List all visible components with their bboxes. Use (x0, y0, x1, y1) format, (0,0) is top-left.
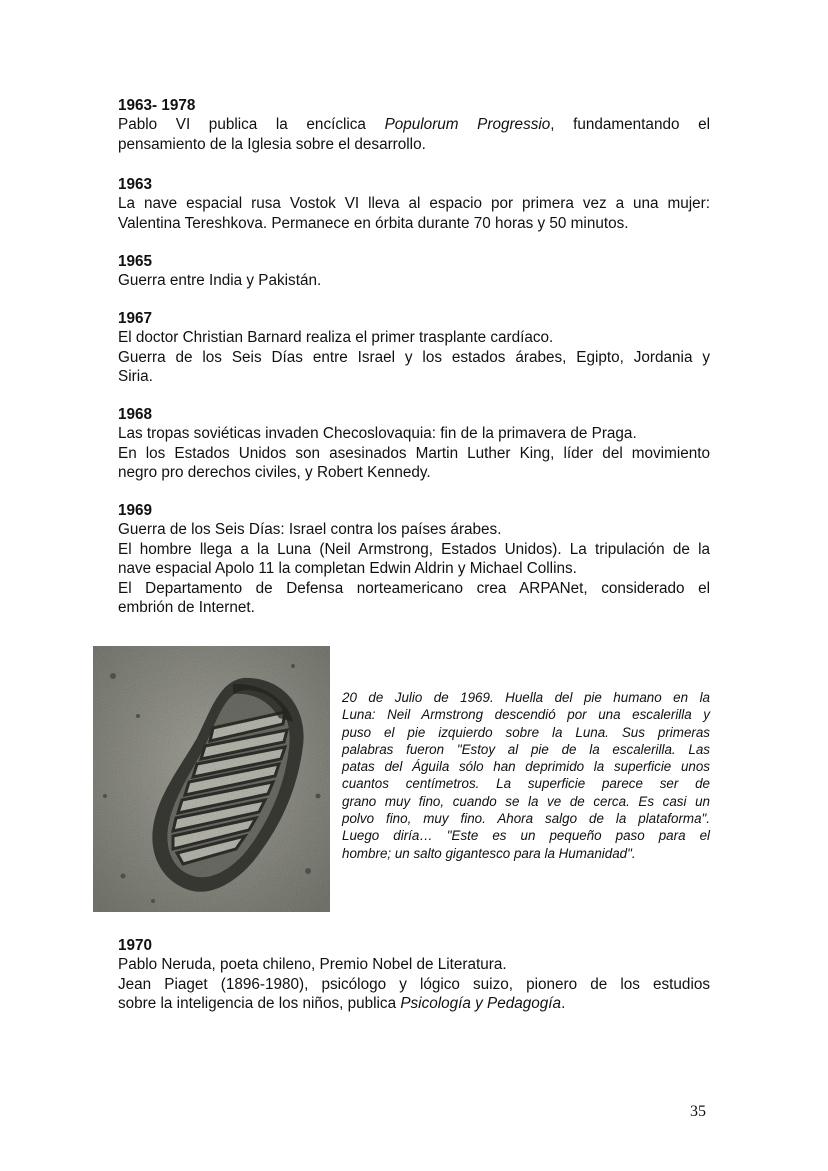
entry-year: 1967 (118, 310, 153, 327)
entry-text-line: embrión de Internet. (118, 599, 255, 617)
entry-text-line: Jean Piaget (1896-1980), psicólogo y lógico suizo, pionero de los estudios (118, 975, 710, 993)
caption-line: palabras fueron "Estoy al pie de la escalerilla. Las (342, 741, 710, 757)
moon-footprint-photo (93, 646, 330, 912)
entry-text-line: Pablo Neruda, poeta chileno, Premio Nobel de Literatura. (118, 956, 507, 974)
entry-text-line: Guerra de los Seis Días entre Israel y los estados árabes, Egipto, Jordania y (118, 348, 710, 366)
entry-year: 1963- 1978 (118, 97, 196, 114)
caption-line: cuantos centímetros. La superficie parece ser de (342, 776, 710, 792)
timeline-entry-1967 (118, 309, 710, 387)
timeline-entry-1969 (118, 501, 710, 617)
entry-text-line: La nave espacial rusa Vostok VI lleva al espacio por primera vez a una mujer: (118, 195, 710, 213)
entry-year: 1963 (118, 176, 153, 193)
entry-text-line: En los Estados Unidos son asesinados Martin Luther King, líder del movimiento (118, 444, 710, 462)
caption-line: polvo fino, muy fino. Ahora salgo de la plataforma". (342, 811, 710, 827)
page-number: 35 (690, 1103, 706, 1120)
photo-caption (342, 689, 710, 862)
caption-line: patas del Águila sólo han deprimido la superficie unos (342, 759, 710, 775)
entry-text-line: Siria. (118, 368, 153, 386)
entry-year: 1965 (118, 253, 153, 270)
entry-text-line: Las tropas soviéticas invaden Checoslovaquia: fin de la primavera de Praga. (118, 425, 637, 443)
timeline-entry-1970 (118, 936, 710, 1014)
entry-text-line: pensamiento de la Iglesia sobre el desarrollo. (118, 135, 426, 153)
caption-line: puso el pie izquierdo sobre la Luna. Sus primeras (342, 724, 710, 740)
timeline-entry-1963 (118, 175, 710, 233)
entry-year: 1968 (118, 406, 153, 423)
entry-text-line: Valentina Tereshkova. Permanece en órbita durante 70 horas y 50 minutos. (118, 214, 629, 232)
caption-line: hombre; un salto gigantesco para la Humanidad". (342, 845, 636, 861)
entry-text-line: nave espacial Apolo 11 la completan Edwin Aldrin y Michael Collins. (118, 560, 577, 578)
caption-line: Luna: Neil Armstrong descendió por una escalerilla y (342, 707, 710, 723)
entry-year: 1969 (118, 502, 153, 519)
bootprint-image (93, 646, 330, 912)
entry-text-line: sobre la inteligencia de los niños, publica Psicología y Pedagogía. (118, 995, 566, 1013)
caption-line: 20 de Julio de 1969. Huella del pie humano en la (342, 690, 710, 705)
entry-text-line: Guerra de los Seis Días: Israel contra los países árabes. (118, 521, 502, 539)
entry-text-line: El doctor Christian Barnard realiza el primer trasplante cardíaco. (118, 329, 554, 347)
entry-text-line: Guerra entre India y Pakistán. (118, 272, 322, 290)
entry-text-line: El hombre llega a la Luna (Neil Armstrong, Estados Unidos). La tripulación de la (118, 540, 710, 558)
entry-text-line: El Departamento de Defensa norteamericano crea ARPANet, considerado el (118, 579, 710, 597)
timeline-entry-1963-1978 (118, 96, 710, 154)
timeline-entry-1968 (118, 405, 710, 483)
entry-text-line: negro pro derechos civiles, y Robert Kennedy. (118, 464, 431, 482)
timeline-entry-1965 (118, 252, 710, 291)
caption-line: Luego diría… "Este es un pequeño paso para el (342, 828, 710, 844)
entry-text-line: Pablo VI publica la encíclica Populorum Progressio, fundamentando el (118, 116, 710, 134)
caption-line: grano muy fino, cuando se la ve de cerca. Es casi un (342, 793, 710, 809)
entry-year: 1970 (118, 937, 153, 954)
